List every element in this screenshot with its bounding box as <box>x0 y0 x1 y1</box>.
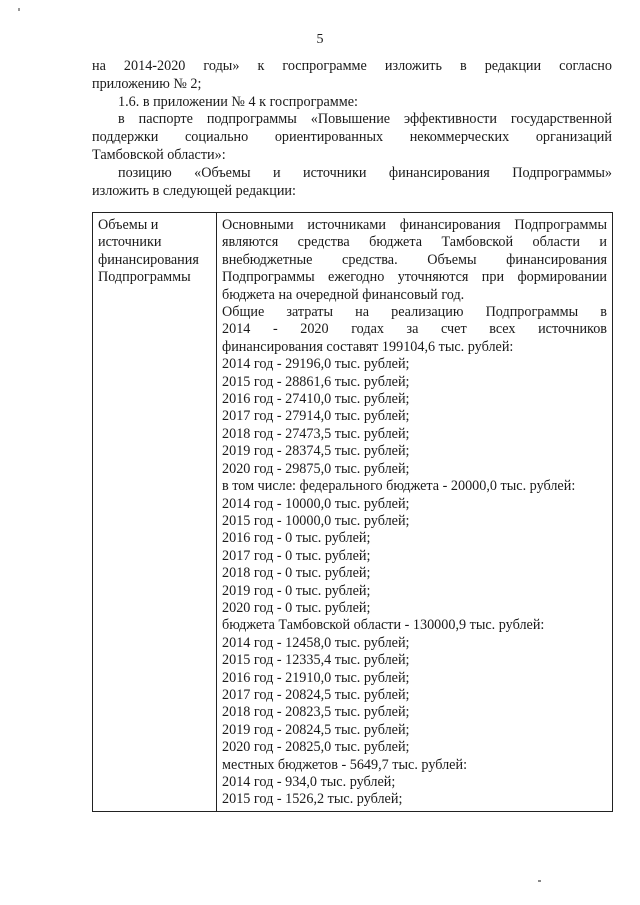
paragraph-line: бюджета на очередной финансовый год. <box>222 286 465 303</box>
list-item: 2016 год - 0 тыс. рублей; <box>222 530 371 547</box>
intro-line: Тамбовской области»: <box>92 146 226 163</box>
list-item: 2020 год - 20825,0 тыс. рублей; <box>222 739 410 756</box>
list-item: 2017 год - 27914,0 тыс. рублей; <box>222 408 410 425</box>
intro-line: приложению № 2; <box>92 75 202 92</box>
paragraph-line: Основными источниками финансирования Подпрограммы <box>222 217 607 233</box>
list-item: 2018 год - 0 тыс. рублей; <box>222 565 371 582</box>
list-item: 2020 год - 0 тыс. рублей; <box>222 599 371 616</box>
scan-speck <box>18 8 20 11</box>
page-number: 5 <box>316 32 324 47</box>
paragraph-line: являются средства бюджета Тамбовской области и <box>222 234 607 251</box>
intro-line: изложить в следующей редакции: <box>92 182 296 199</box>
local-budget-heading: местных бюджетов - 5649,7 тыс. рублей: <box>222 756 468 773</box>
list-item: 2015 год - 12335,4 тыс. рублей; <box>222 652 410 669</box>
paragraph-line: Общие затраты на реализацию Подпрограммы в <box>222 304 607 321</box>
label-line: финансирования <box>98 251 199 268</box>
list-item: 2014 год - 29196,0 тыс. рублей; <box>222 356 410 373</box>
sources-paragraph <box>222 217 607 304</box>
paragraph-line: Подпрограммы ежегодно уточняются при формировании <box>222 269 607 286</box>
list-item: 2015 год - 1526,2 тыс. рублей; <box>222 791 403 808</box>
label-line: Подпрограммы <box>98 269 191 286</box>
label-line: Объемы и <box>98 217 159 233</box>
label-line: источники <box>98 234 162 251</box>
total-years-list <box>222 356 607 478</box>
list-item: 2019 год - 0 тыс. рублей; <box>222 582 371 599</box>
federal-budget-heading: в том числе: федерального бюджета - 20000,0 тыс. рублей: <box>222 478 576 495</box>
intro-line: на 2014-2020 годы» к госпрограмме изложить в редакции согласно <box>92 58 612 74</box>
list-item: 2014 год - 10000,0 тыс. рублей; <box>222 495 410 512</box>
local-years-list <box>222 774 607 809</box>
list-item: 2016 год - 27410,0 тыс. рублей; <box>222 391 410 408</box>
paragraph-line: финансирования составят 199104,6 тыс. рублей: <box>222 338 514 355</box>
list-item: 2017 год - 20824,5 тыс. рублей; <box>222 686 410 703</box>
intro-text <box>92 58 612 200</box>
scan-speck <box>538 880 541 882</box>
list-item: 2019 год - 20824,5 тыс. рублей; <box>222 721 410 738</box>
list-item: 2015 год - 10000,0 тыс. рублей; <box>222 512 410 529</box>
table-row <box>93 213 613 812</box>
list-item: 2014 год - 934,0 тыс. рублей; <box>222 774 396 790</box>
list-item: 2018 год - 20823,5 тыс. рублей; <box>222 704 410 721</box>
paragraph-line: внебюджетные средства. Объемы финансирования <box>222 251 607 268</box>
passport-table <box>92 212 613 812</box>
list-item: 2020 год - 29875,0 тыс. рублей; <box>222 460 410 477</box>
regional-budget-heading: бюджета Тамбовской области - 130000,9 тыс. рублей: <box>222 617 545 634</box>
list-item: 2015 год - 28861,6 тыс. рублей; <box>222 373 410 390</box>
financing-details-cell <box>217 213 613 812</box>
list-item: 2019 год - 28374,5 тыс. рублей; <box>222 443 410 460</box>
list-item: 2017 год - 0 тыс. рублей; <box>222 547 371 564</box>
federal-years-list <box>222 496 607 618</box>
regional-years-list <box>222 635 607 757</box>
position-label-cell <box>93 213 217 812</box>
list-item: 2014 год - 12458,0 тыс. рублей; <box>222 634 410 651</box>
paragraph-line: 2014 - 2020 годах за счет всех источников <box>222 321 607 338</box>
intro-line: позицию «Объемы и источники финансирования Подпрограммы» <box>118 164 612 181</box>
list-item: 2018 год - 27473,5 тыс. рублей; <box>222 425 410 442</box>
intro-line: в паспорте подпрограммы «Повышение эффективности государственной <box>118 111 612 128</box>
total-costs-paragraph <box>222 304 607 356</box>
intro-line: 1.6. в приложении № 4 к госпрограмме: <box>118 93 358 110</box>
list-item: 2016 год - 21910,0 тыс. рублей; <box>222 669 410 686</box>
intro-line: поддержки социально ориентированных некоммерческих организаций <box>92 129 612 146</box>
